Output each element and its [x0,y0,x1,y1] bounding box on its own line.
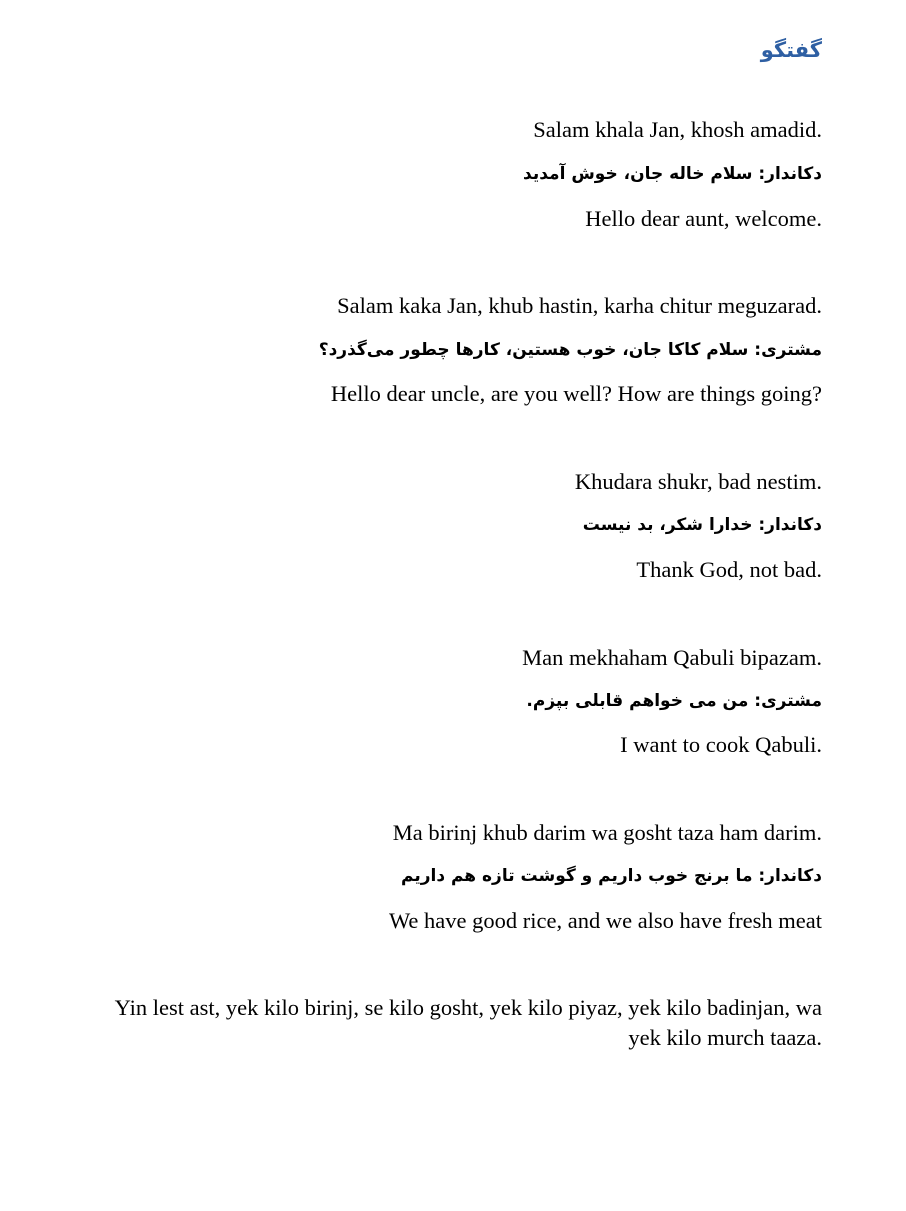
english-line: Hello dear aunt, welcome. [585,206,822,231]
persian-line: دکاندار: سلام خاله جان، خوش آمدید [523,164,822,184]
closing-paragraph: Yin lest ast, yek kilo birinj, se kilo gosht, yek kilo piyaz, yek kilo badinjan, wa yek kilo murch taaza. [114,995,822,1050]
transliteration-line: Man mekhaham Qabuli bipazam. [522,645,822,670]
english-line: Thank God, not bad. [636,557,822,582]
conversation-heading: گفتگو [760,38,822,62]
transliteration-line: Khudara shukr, bad nestim. [574,469,822,494]
transliteration-line: Salam kaka Jan, khub hastin, karha chitur meguzarad. [337,293,822,318]
english-line: I want to cook Qabuli. [620,732,822,757]
english-line: We have good rice, and we also have fresh meat [388,908,822,933]
persian-line: دکاندار: خدارا شکر، بد نیست [582,515,822,535]
english-line: Hello dear uncle, are you well? How are things going? [330,381,822,406]
persian-line: دکاندار: ما برنج خوب داریم و گوشت تازه هم داریم [400,866,822,886]
transliteration-line: Salam khala Jan, khosh amadid. [533,117,822,142]
transliteration-line: Ma birinj khub darim wa gosht taza ham darim. [392,820,822,845]
persian-line: مشتری: من می خواهم قابلی بپزم. [526,691,822,711]
persian-line: مشتری: سلام کاکا جان، خوب هستین، کارها چطور می‌گذرد؟ [318,340,822,360]
